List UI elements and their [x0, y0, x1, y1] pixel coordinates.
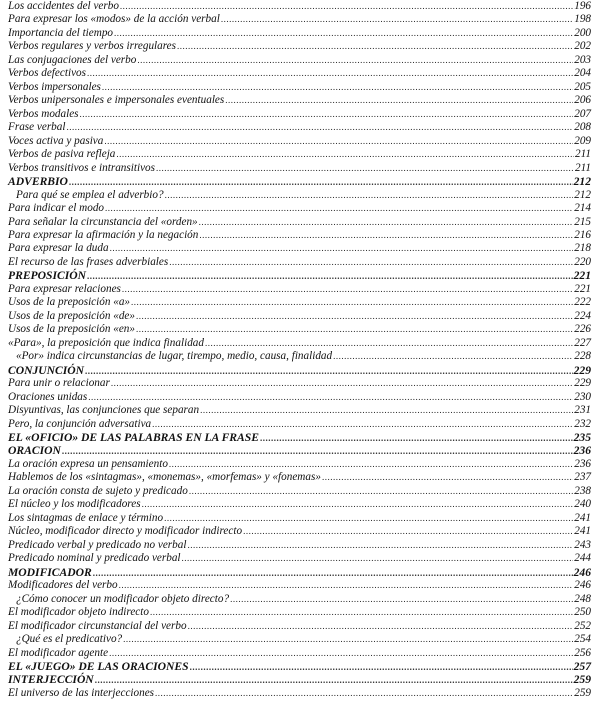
- toc-entry: [8, 256, 591, 269]
- toc-entry: [8, 404, 591, 417]
- dot-leader: [205, 337, 573, 350]
- toc-entry: [8, 283, 591, 296]
- dot-leader: [243, 525, 573, 538]
- toc-page-number: 208: [574, 121, 591, 134]
- dot-leader: [95, 674, 573, 687]
- toc-entry: [8, 54, 591, 67]
- toc-entry: [8, 498, 591, 511]
- toc-section-heading: [8, 660, 591, 673]
- dot-leader: [87, 67, 573, 80]
- toc-page-number: 230: [574, 390, 591, 403]
- toc-entry-title: La oración expresa un pensamiento: [8, 457, 168, 470]
- dot-leader: [221, 13, 573, 26]
- toc-entry-title: Para qué se emplea el adverbio?: [16, 188, 164, 201]
- dot-leader: [104, 135, 573, 148]
- toc-entry: [8, 539, 591, 552]
- toc-page-number: 250: [574, 606, 591, 619]
- toc-page-number: 259: [573, 673, 591, 687]
- toc-entry-title: El universo de las interjecciones: [8, 686, 155, 699]
- toc-section-heading: [8, 566, 591, 579]
- toc-page-number: 214: [574, 202, 591, 215]
- toc-entry-title: Usos de la preposición «en»: [8, 323, 135, 336]
- dot-leader: [199, 229, 573, 242]
- toc-section-heading: [8, 431, 591, 444]
- toc-page-number: 246: [574, 579, 591, 592]
- toc-entry: [8, 525, 591, 538]
- dot-leader: [136, 310, 573, 323]
- toc-entry-title: Modificadores del verbo: [8, 579, 118, 592]
- toc-entry: [8, 350, 591, 363]
- toc-page-number: 231: [574, 404, 591, 417]
- toc-page-number: 209: [574, 134, 591, 147]
- toc-entry-title: Verbos unipersonales e impersonales eventuales: [8, 94, 225, 107]
- toc-entry-title: Para expresar relaciones: [8, 282, 121, 295]
- toc-entry: [8, 485, 591, 498]
- toc-page-number: 216: [574, 228, 591, 241]
- toc-entry: [8, 242, 591, 255]
- toc-entry-title: Importancia del tiempo: [8, 26, 114, 39]
- toc-entry-title: EL «JUEGO» DE LAS ORACIONES: [8, 659, 189, 673]
- toc-entry-title: Núcleo, modificador directo y modificador indirecto: [8, 525, 243, 538]
- toc-section-heading: [8, 364, 591, 377]
- toc-page-number: 206: [574, 94, 591, 107]
- toc-page-number: 204: [574, 67, 591, 80]
- toc-page-number: 226: [574, 323, 591, 336]
- toc-entry: [8, 593, 591, 606]
- dot-leader: [137, 54, 573, 67]
- toc-entry: [8, 687, 591, 700]
- toc-page-number: 211: [575, 161, 591, 174]
- toc-page-number: 229: [573, 363, 591, 377]
- dot-leader: [123, 633, 573, 646]
- toc-page-number: 238: [574, 484, 591, 497]
- toc-entry-title: «Por» indica circunstancias de lugar, tirempo, medio, causa, finalidad: [16, 350, 333, 363]
- toc-entry-title: Usos de la preposición «de»: [8, 309, 135, 322]
- toc-page-number: 237: [574, 471, 591, 484]
- toc-entry: [8, 189, 591, 202]
- toc-entry-title: El recurso de las frases adverbiales: [8, 255, 169, 268]
- dot-leader: [62, 445, 573, 458]
- toc-entry-title: PREPOSICIÓN: [8, 269, 86, 283]
- toc-page-number: 222: [574, 296, 591, 309]
- dot-leader: [260, 432, 573, 445]
- toc-page-number: 244: [574, 552, 591, 565]
- dot-leader: [142, 498, 574, 511]
- toc-page-number: 227: [574, 336, 591, 349]
- toc-section-heading: [8, 444, 591, 457]
- toc-entry: [8, 323, 591, 336]
- toc-entry: [8, 108, 591, 121]
- toc-entry-title: Verbos transitivos e intransitivos: [8, 161, 155, 174]
- toc-page-number: 211: [575, 148, 591, 161]
- dot-leader: [190, 661, 573, 674]
- toc-entry-title: Para expresar la afirmación y la negación: [8, 228, 199, 241]
- dot-leader: [152, 418, 573, 431]
- toc-entry-title: Verbos defectivos: [8, 67, 86, 80]
- table-of-contents: [8, 0, 591, 700]
- toc-page-number: 240: [574, 498, 591, 511]
- dot-leader: [119, 579, 574, 592]
- toc-entry-title: Los accidentes del verbo: [8, 0, 119, 12]
- toc-section-heading: [8, 175, 591, 188]
- toc-entry: [8, 13, 591, 26]
- dot-leader: [187, 539, 573, 552]
- toc-entry-title: Disyuntivas, las conjunciones que separan: [8, 404, 200, 417]
- toc-entry-title: La oración consta de sujeto y predicado: [8, 484, 188, 497]
- toc-entry-title: Para indicar el modo: [8, 202, 105, 215]
- dot-leader: [136, 323, 573, 336]
- dot-leader: [88, 391, 573, 404]
- toc-page-number: 259: [574, 686, 591, 699]
- toc-entry: [8, 148, 591, 161]
- toc-page-number: 228: [574, 350, 591, 363]
- toc-entry-title: Frase verbal: [8, 121, 66, 134]
- toc-entry-title: Predicado nominal y predicado verbal: [8, 552, 181, 565]
- toc-entry-title: ¿Cómo conocer un modificador objeto directo?: [16, 592, 230, 605]
- toc-entry-title: Verbos de pasiva refleja: [8, 148, 116, 161]
- toc-entry-title: Voces activa y pasiva: [8, 134, 104, 147]
- toc-entry: [8, 377, 591, 390]
- dot-leader: [177, 40, 573, 53]
- dot-leader: [85, 365, 573, 378]
- dot-leader: [122, 283, 573, 296]
- toc-entry-title: Hablemos de los «sintagmas», «monemas», «morfemas» y «fonemas»: [8, 471, 321, 484]
- toc-entry-title: Verbos modales: [8, 107, 79, 120]
- toc-page-number: 198: [574, 13, 591, 26]
- toc-page-number: 252: [574, 619, 591, 632]
- toc-page-number: 205: [574, 80, 591, 93]
- dot-leader: [188, 620, 574, 633]
- toc-page-number: 215: [574, 215, 591, 228]
- dot-leader: [199, 216, 574, 229]
- dot-leader: [200, 404, 573, 417]
- toc-entry: [8, 229, 591, 242]
- toc-entry-title: ¿Qué es el predicativo?: [16, 633, 123, 646]
- toc-page-number: 241: [574, 525, 591, 538]
- toc-entry-title: El modificador objeto indirecto: [8, 606, 149, 619]
- dot-leader: [111, 377, 573, 390]
- toc-entry: [8, 67, 591, 80]
- toc-entry-title: Los sintagmas de enlace y término: [8, 511, 164, 524]
- toc-entry-title: Verbos regulares y verbos irregulares: [8, 40, 176, 53]
- toc-section-heading: [8, 673, 591, 686]
- toc-entry: [8, 162, 591, 175]
- toc-page-number: 257: [573, 659, 591, 673]
- toc-entry-title: Predicado verbal y predicado no verbal: [8, 538, 187, 551]
- toc-page-number: 207: [574, 107, 591, 120]
- toc-entry: [8, 0, 591, 13]
- toc-entry: [8, 94, 591, 107]
- toc-page-number: 254: [574, 633, 591, 646]
- toc-page-number: 202: [574, 40, 591, 53]
- toc-page-number: 248: [574, 592, 591, 605]
- toc-entry: [8, 579, 591, 592]
- toc-page-number: 235: [573, 431, 591, 444]
- toc-entry: [8, 512, 591, 525]
- toc-entry: [8, 633, 591, 646]
- toc-entry-title: Oraciones unidas: [8, 390, 88, 403]
- toc-entry: [8, 296, 591, 309]
- toc-entry-title: Para unir o relacionar: [8, 377, 110, 390]
- toc-entry: [8, 202, 591, 215]
- toc-entry-title: ORACION: [8, 444, 61, 458]
- toc-page-number: 196: [574, 0, 591, 12]
- dot-leader: [164, 512, 573, 525]
- toc-page-number: 246: [573, 565, 591, 579]
- dot-leader: [66, 121, 573, 134]
- dot-leader: [110, 242, 574, 255]
- dot-leader: [114, 27, 573, 40]
- toc-page-number: 232: [574, 417, 591, 430]
- toc-entry-title: Para señalar la circunstancia del «orden»: [8, 215, 198, 228]
- toc-entry-title: Verbos impersonales: [8, 80, 101, 93]
- dot-leader: [182, 552, 574, 565]
- dot-leader: [93, 567, 573, 580]
- dot-leader: [109, 647, 573, 660]
- toc-entry-title: El modificador agente: [8, 646, 109, 659]
- dot-leader: [150, 606, 573, 619]
- toc-entry-title: MODIFICADOR: [8, 565, 92, 579]
- toc-entry: [8, 337, 591, 350]
- dot-leader: [116, 148, 574, 161]
- dot-leader: [333, 350, 573, 363]
- toc-page-number: 218: [574, 242, 591, 255]
- dot-leader: [156, 162, 574, 175]
- toc-entry: [8, 391, 591, 404]
- toc-entry-title: El modificador circunstancial del verbo: [8, 619, 187, 632]
- toc-entry: [8, 216, 591, 229]
- toc-entry: [8, 620, 591, 633]
- toc-page-number: 212: [573, 175, 591, 189]
- dot-leader: [102, 81, 573, 94]
- toc-page-number: 203: [574, 53, 591, 66]
- toc-page-number: 221: [573, 269, 591, 283]
- toc-entry: [8, 40, 591, 53]
- dot-leader: [69, 176, 573, 189]
- toc-section-heading: [8, 269, 591, 282]
- dot-leader: [322, 471, 573, 484]
- toc-entry-title: Pero, la conjunción adversativa: [8, 417, 152, 430]
- toc-entry-title: Para expresar los «modos» de la acción verbal: [8, 13, 220, 26]
- toc-entry: [8, 647, 591, 660]
- toc-entry: [8, 27, 591, 40]
- toc-entry-title: Para expresar la duda: [8, 242, 109, 255]
- toc-entry: [8, 471, 591, 484]
- toc-entry: [8, 135, 591, 148]
- toc-page-number: 212: [574, 188, 591, 201]
- dot-leader: [155, 687, 573, 700]
- toc-entry-title: Las conjugaciones del verbo: [8, 53, 137, 66]
- dot-leader: [131, 296, 573, 309]
- toc-entry: [8, 81, 591, 94]
- toc-entry-title: INTERJECCIÓN: [8, 673, 94, 687]
- toc-page-number: 221: [574, 282, 591, 295]
- toc-entry: [8, 552, 591, 565]
- toc-entry: [8, 121, 591, 134]
- toc-page-number: 229: [574, 377, 591, 390]
- toc-entry: [8, 458, 591, 471]
- dot-leader: [169, 256, 573, 269]
- toc-page-number: 236: [573, 444, 591, 458]
- dot-leader: [87, 270, 573, 283]
- toc-page-number: 241: [574, 511, 591, 524]
- toc-page-number: 256: [574, 646, 591, 659]
- dot-leader: [169, 458, 573, 471]
- toc-entry-title: CONJUNCIÓN: [8, 363, 85, 377]
- toc-entry-title: «Para», la preposición que indica finalidad: [8, 336, 204, 349]
- toc-entry: [8, 606, 591, 619]
- toc-entry-title: EL «OFICIO» DE LAS PALABRAS EN LA FRASE: [8, 431, 259, 444]
- dot-leader: [225, 94, 573, 107]
- toc-entry-title: El núcleo y los modificadores: [8, 498, 141, 511]
- toc-page-number: 224: [574, 309, 591, 322]
- dot-leader: [120, 0, 573, 13]
- toc-entry: [8, 418, 591, 431]
- toc-entry-title: Usos de la preposición «a»: [8, 296, 131, 309]
- toc-page-number: 243: [574, 538, 591, 551]
- toc-page-number: 220: [574, 255, 591, 268]
- toc-page-number: 236: [574, 457, 591, 470]
- toc-entry-title: ADVERBIO: [8, 175, 68, 189]
- toc-page-number: 200: [574, 26, 591, 39]
- dot-leader: [105, 202, 573, 215]
- toc-entry: [8, 310, 591, 323]
- dot-leader: [230, 593, 573, 606]
- dot-leader: [189, 485, 573, 498]
- dot-leader: [80, 108, 574, 121]
- dot-leader: [165, 189, 574, 202]
